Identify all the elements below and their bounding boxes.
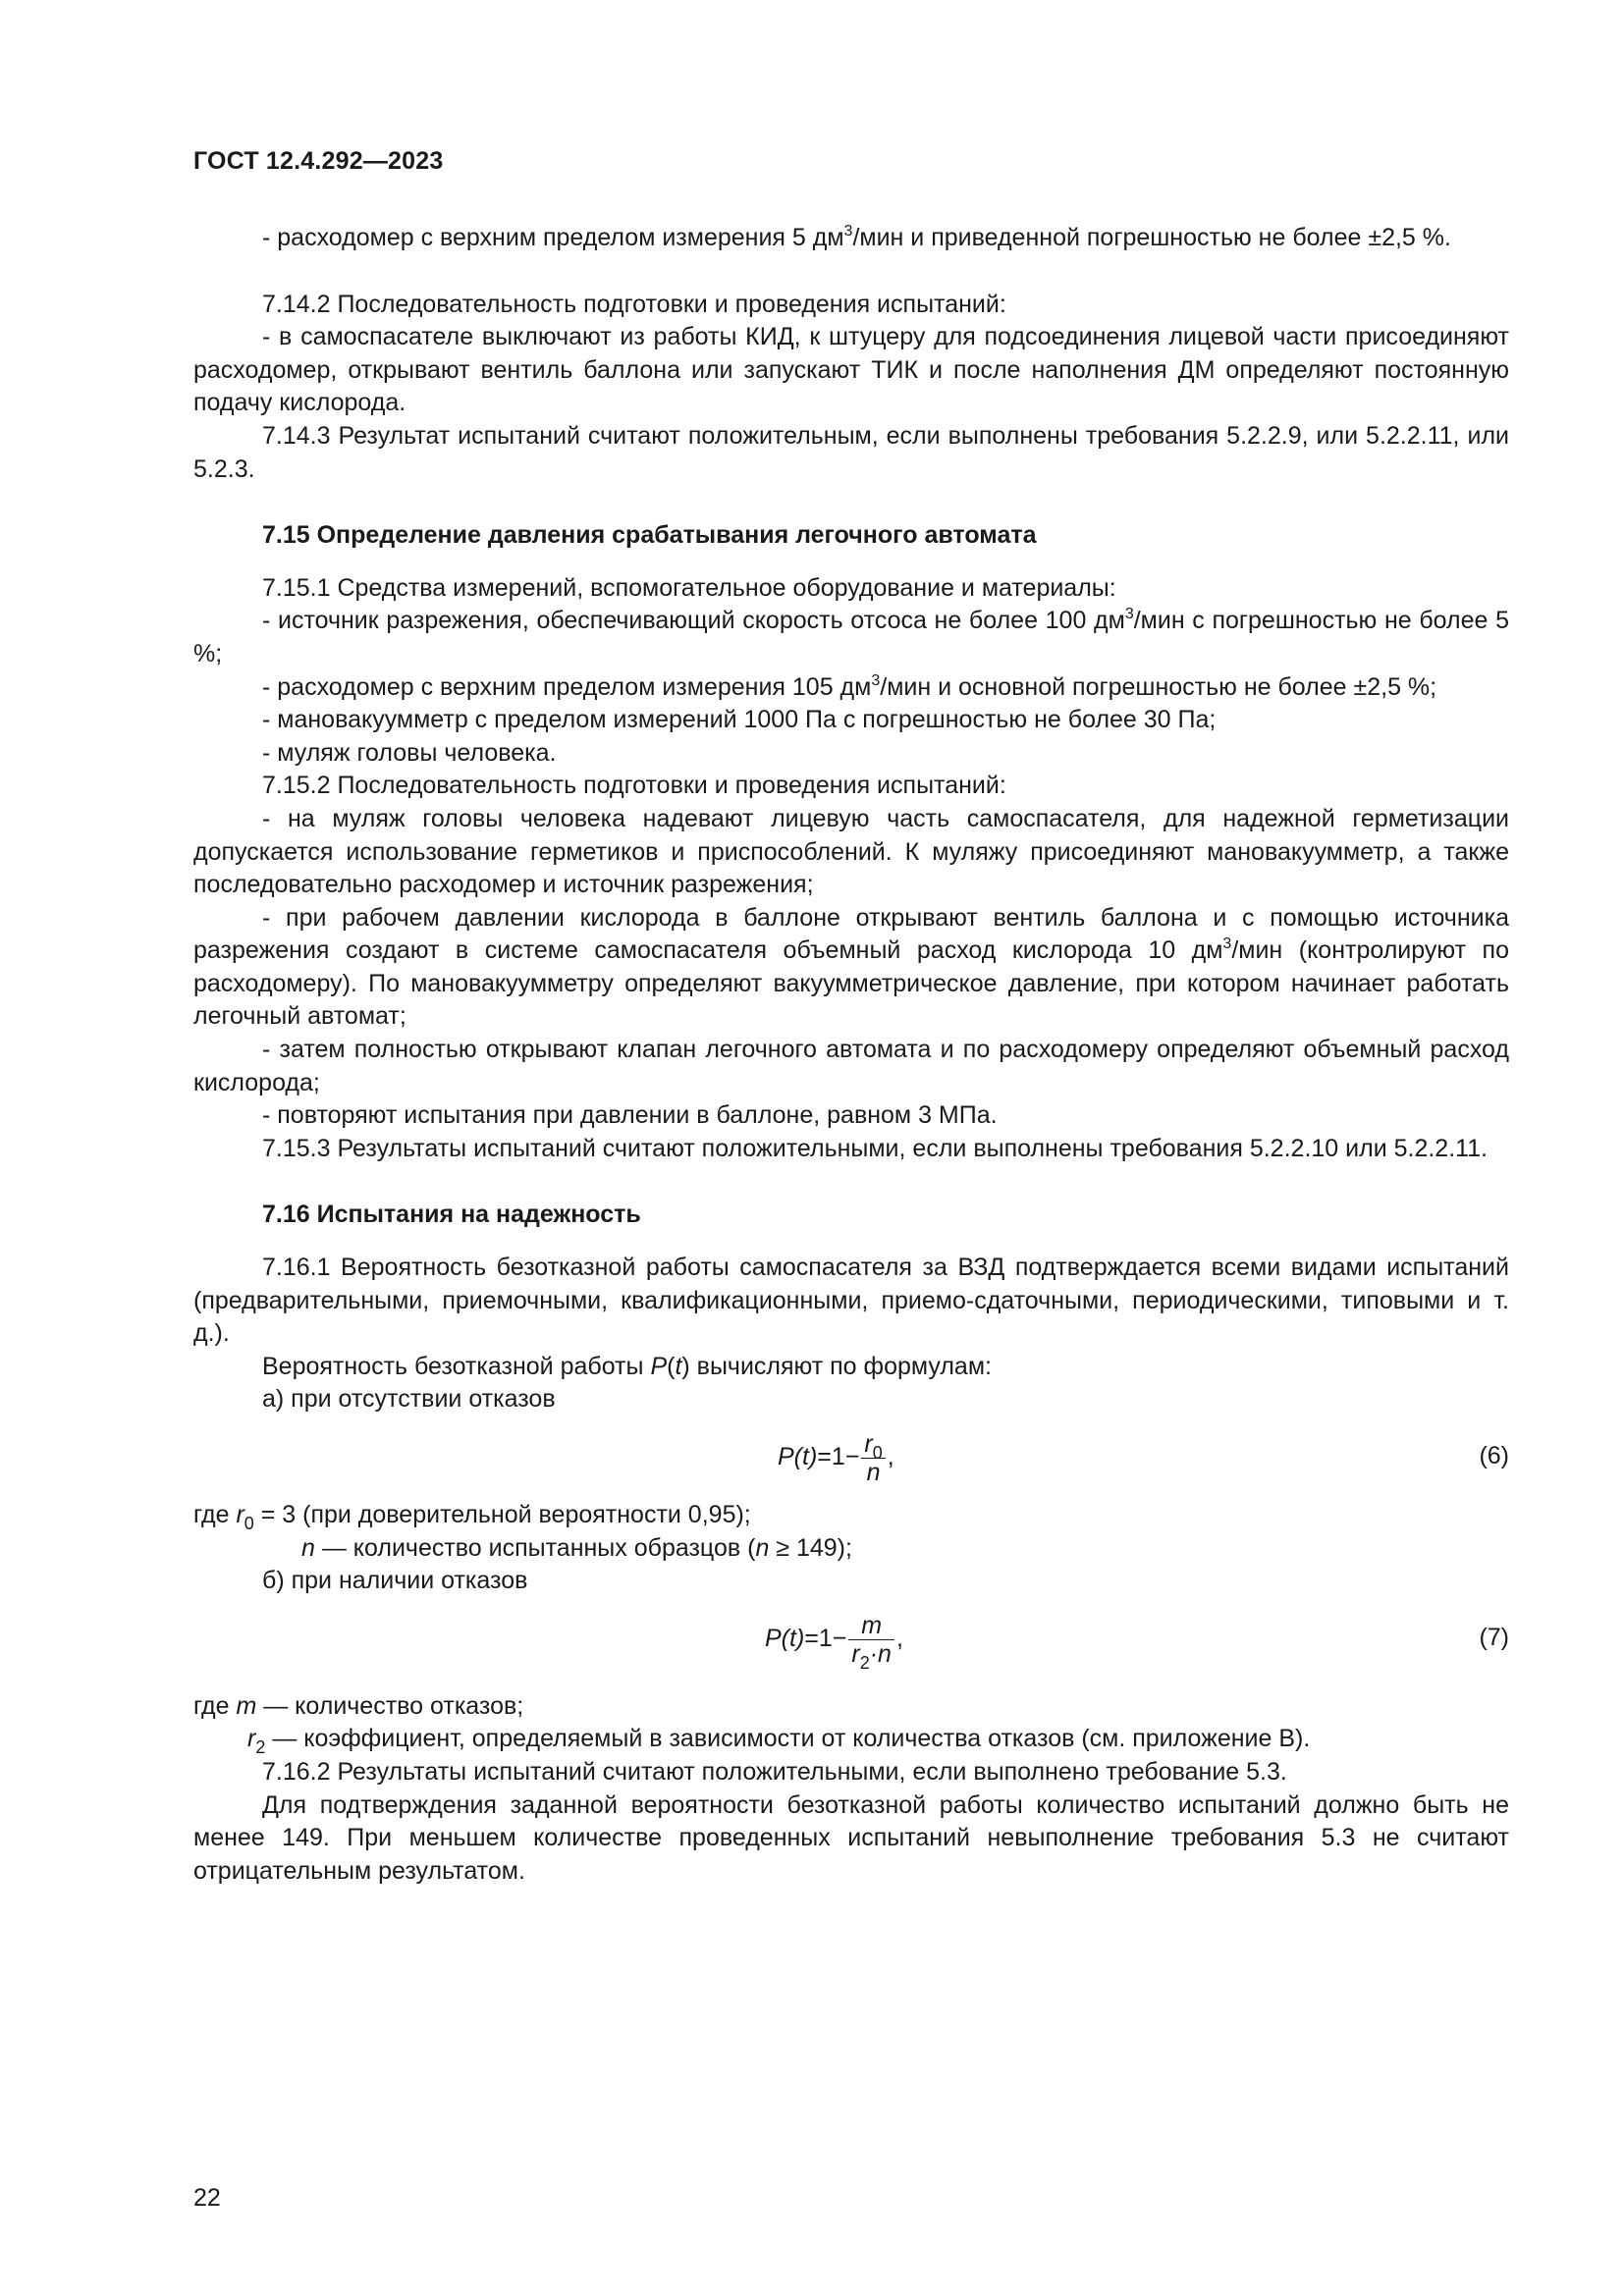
page-header-standard-code: ГОСТ 12.4.292—2023 [193,147,444,175]
superscript: 3 [1124,606,1134,623]
text-run: /мин с погрешностью не более 5 %; [193,607,1509,667]
text-run: /мин и основной погрешностью не более ±2,5 %; [880,672,1437,701]
formula-6-number: (6) [1479,1442,1509,1469]
fraction [848,1611,894,1673]
text-run: — коэффициент, определяемый в зависимости от количества отказов (см. приложение В). [265,1725,1311,1753]
variable: r [864,1430,873,1458]
text-run: где [193,1691,237,1720]
text-run: ) вычисляют по формулам: [681,1352,992,1380]
paragraph-working-pressure [193,902,1509,1034]
variable: m [236,1691,257,1720]
fraction-numerator: m [848,1612,894,1640]
paragraph-confirmation: Для подтверждения заданной вероятности безотказной работы количество испытаний должно быть не менее 149. При меньшем количестве проведенных испытаний невыполнение требования 5.3 не считают отрицательным результатом. [193,1790,1509,1885]
text-run: - источник разрежения, обеспечивающий скорость отсоса не более 100 дм [262,607,1125,635]
superscript: 3 [871,671,881,689]
spacer [193,1232,1509,1252]
paragraph-head-dummy: - муляж головы человека. [262,738,557,767]
variable: t [675,1352,682,1380]
variable: r [247,1725,256,1753]
paragraph-with-failures: б) при наличии отказов [262,1567,528,1595]
text-run: — количество испытанных образцов ( [314,1533,756,1562]
where-n [193,1532,1509,1566]
text-run: - расходомер с верхним пределом измерения 5 дм [262,224,844,251]
formula-7 [193,1598,1509,1690]
paragraph-repeat-3mpa: - повторяют испытания при давлении в баллоне, равном 3 МПа. [262,1101,998,1130]
section-heading-7-16: 7.16 Испытания на надежность [262,1201,641,1229]
formula-7-number: (7) [1479,1623,1509,1651]
subscript: 2 [255,1737,266,1758]
paragraph-procedure-kid: - в самоспасателе выключают из работы КИД, к штуцеру для подсоединения лицевой части присоединяют расходомер, открывают вентиль баллона или запускают ТИК и после наполнения ДМ определяют постоянную подачу кислорода. [193,323,1509,417]
paragraph-7-15-1: 7.15.1 Средства измерений, вспомогательное оборудование и материалы: [262,573,1116,602]
formula-6 [193,1416,1509,1499]
paragraph-dummy-procedure: - на муляж головы человека надевают лицевую часть самоспасателя, для надежной герметизации допускается использование герметиков и приспособлений. К муляжу присоединяют мановакуумметр, а также последовательно расходомер и источник разрежения; [193,804,1509,899]
variable: n [301,1533,315,1562]
document-page [193,0,1509,2296]
formula-operator: =1− [817,1443,860,1471]
variable: P [650,1352,668,1380]
text-run: ≥ 149); [769,1533,852,1562]
paragraph-flowmeter-5 [193,222,1509,255]
fraction-denominator: n [866,1459,881,1486]
text-run: — количество отказов; [256,1691,524,1720]
formula-lhs: P(t) [778,1443,818,1471]
paragraph-valve-open: - затем полностью открывают клапан легочного автомата и по расходомеру определяют объемный расход кислорода; [193,1036,1509,1096]
subscript: 2 [859,1652,870,1673]
paragraph-manovacuummeter: - мановакуумметр с пределом измерений 1000 Па с погрешностью не более 30 Па; [262,706,1217,734]
fraction [861,1430,885,1486]
paragraph-no-failures: а) при отсутствии отказов [262,1385,556,1414]
formula-tail: , [895,1624,903,1652]
fraction-denominator [848,1639,894,1673]
where-r2 [193,1723,1509,1756]
spacer [193,1165,1509,1199]
variable: ·n [869,1639,892,1668]
variable: r [236,1501,244,1528]
paragraph-7-14-3: 7.14.3 Результат испытаний считают положительным, если выполнены требования 5.2.2.9, или 5.2.2.11, или 5.2.3. [193,421,1509,483]
text-run: /мин (контролируют по расходомеру). По мановакуумметру определяют вакуумметрическое давление, при котором начинает работать легочный автомат; [193,936,1509,1031]
paragraph-flowmeter-105 [193,671,1509,705]
paragraph-7-14-2: 7.14.2 Последовательность подготовки и проведения испытаний: [262,290,1006,318]
paragraph-7-15-2: 7.15.2 Последовательность подготовки и проведения испытаний: [262,772,1006,800]
formula-operator: =1− [804,1624,847,1652]
text-run: - расходомер с верхним пределом измерения 105 дм [262,672,872,701]
superscript: 3 [843,223,853,240]
formula-6-expression [778,1430,894,1486]
superscript: 3 [1222,935,1232,953]
variable: n [755,1533,770,1562]
variable: r [851,1639,860,1668]
formula-lhs: P(t) [765,1624,805,1652]
text-run: Вероятность безотказной работы [262,1352,651,1380]
fraction-numerator [861,1430,885,1463]
spacer [193,255,1509,289]
where-m [193,1690,1509,1724]
text-run: /мин и приведенной погрешностью не более ±2,5 %. [852,224,1451,251]
paragraph-7-15-3: 7.15.3 Результаты испытаний считают положительными, если выполнены требования 5.2.2.10 или 5.2.2.11. [262,1134,1489,1162]
spacer [193,553,1509,572]
subscript: 0 [872,1443,883,1463]
where-r0 [193,1499,1509,1532]
text-run: ( [667,1352,676,1380]
paragraph-7-16-2: 7.16.2 Результаты испытаний считают положительными, если выполнено требование 5.3. [262,1757,1287,1786]
page-body [193,222,1509,1888]
page-number: 22 [193,2184,221,2212]
subscript: 0 [244,1514,254,1533]
paragraph-vacuum-source [193,605,1509,670]
spacer [193,486,1509,519]
formula-7-expression [765,1611,903,1673]
paragraph-7-16-1: 7.16.1 Вероятность безотказной работы самоспасателя за ВЗД подтверждается всеми видами испытаний (предварительными, приемочными, квалификационными, приемо-сдаточными, периодическими, типовыми и т. д.). [193,1254,1509,1348]
paragraph-probability-formulas [193,1351,1509,1384]
formula-tail: , [887,1443,894,1471]
section-heading-7-15: 7.15 Определение давления срабатывания легочного автомата [262,521,1037,550]
text-run: где [193,1501,237,1528]
text-run: - при рабочем давлении кислорода в баллоне открывают вентиль баллона и с помощью источника разрежения создают в системе самоспасателя объемный расход кислорода 10 дм [193,903,1509,965]
text-run: = 3 (при доверительной вероятности 0,95); [253,1501,751,1528]
